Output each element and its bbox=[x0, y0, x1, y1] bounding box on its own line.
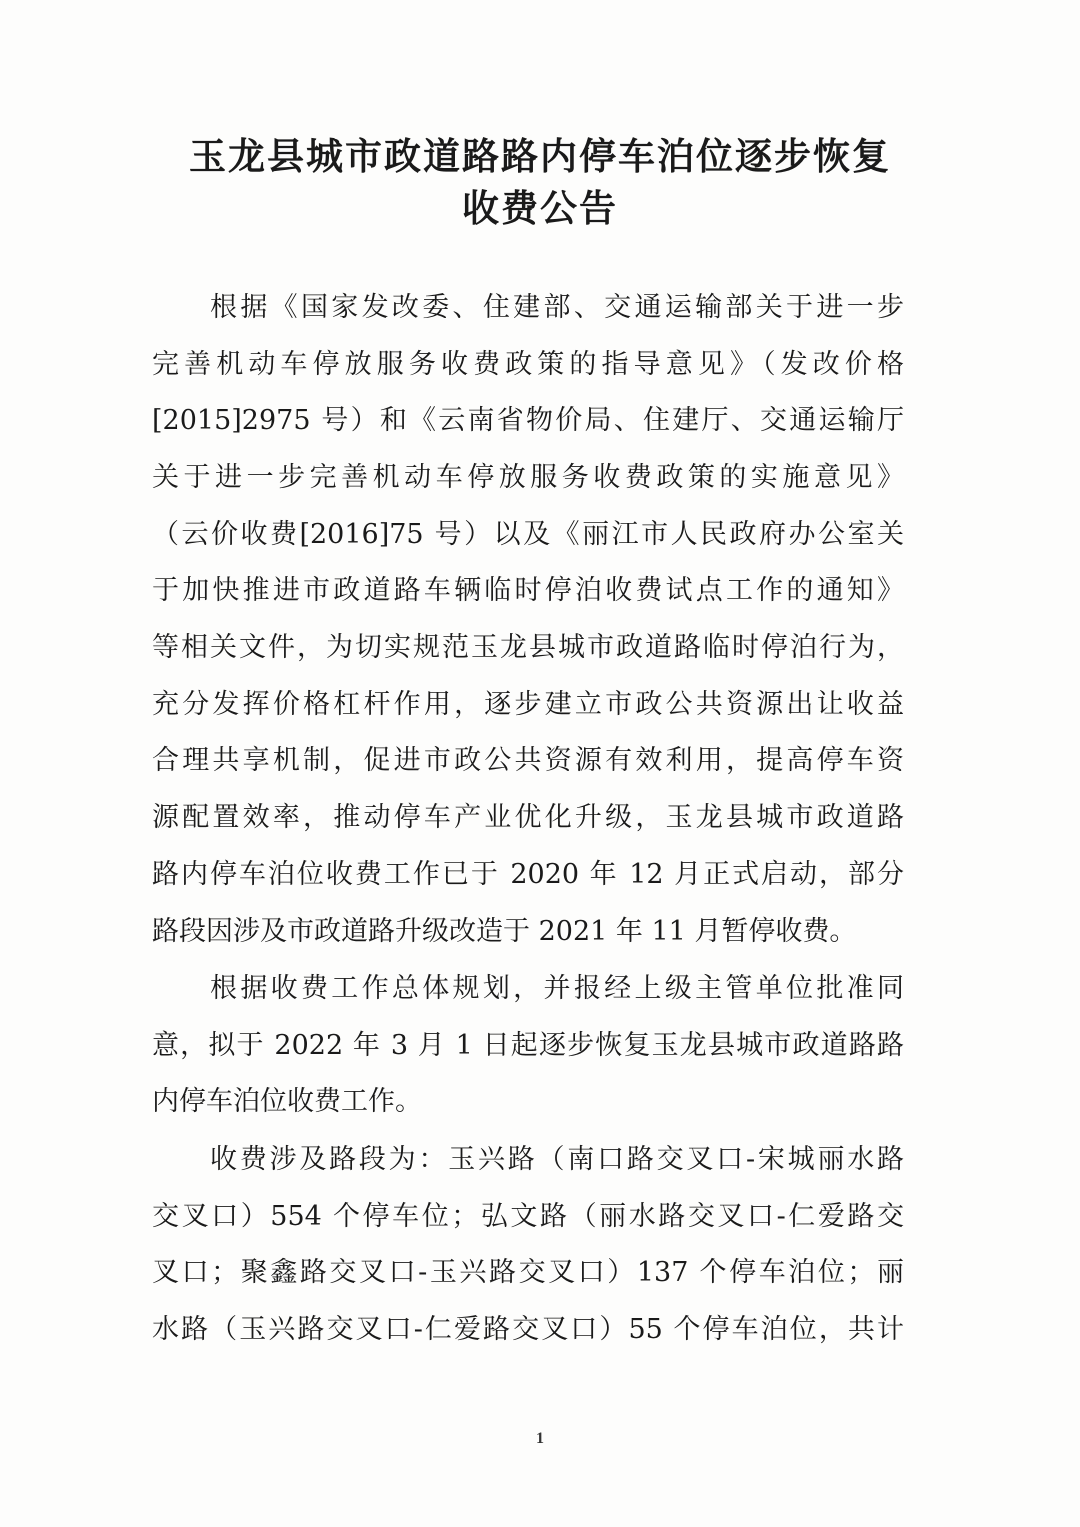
text-line: （云价收费[2016]75 号）以及《丽江市人民政府办公室关 bbox=[152, 519, 904, 550]
text-line: 充分发挥价格杠杆作用，逐步建立市政公共资源出让收益 bbox=[152, 689, 904, 720]
text-line: [2015]2975 号）和《云南省物价局、住建厅、交通运输厅 bbox=[152, 405, 904, 436]
text-line: 水路（玉兴路交叉口-仁爱路交叉口）55 个停车泊位，共计 bbox=[152, 1314, 904, 1345]
document-title-line-1: 玉龙县城市政道路路内停车泊位逐步恢复 bbox=[189, 134, 891, 178]
text-line: 根据收费工作总体规划，并报经上级主管单位批准同 bbox=[210, 973, 904, 1004]
text-line: 意，拟于 2022 年 3 月 1 日起逐步恢复玉龙县城市政道路路 bbox=[152, 1030, 904, 1061]
text-line: 于加快推进市政道路车辆临时停泊收费试点工作的通知》 bbox=[152, 575, 904, 606]
text-line: 路段因涉及市政道路升级改造于 2021 年 11 月暂停收费。 bbox=[152, 916, 857, 947]
text-line: 交叉口）554 个停车位；弘文路（丽水路交叉口-仁爱路交 bbox=[152, 1201, 904, 1232]
text-line: 完善机动车停放服务收费政策的指导意见》（发改价格 bbox=[152, 349, 904, 380]
text-line: 根据《国家发改委、住建部、交通运输部关于进一步 bbox=[210, 292, 904, 323]
page-number: 1 bbox=[536, 1430, 544, 1447]
text-line: 等相关文件，为切实规范玉龙县城市政道路临时停泊行为， bbox=[152, 632, 904, 663]
text-line: 关于进一步完善机动车停放服务收费政策的实施意见》 bbox=[152, 462, 904, 493]
text-line: 收费涉及路段为：玉兴路（南口路交叉口-宋城丽水路 bbox=[210, 1144, 904, 1175]
text-line: 合理共享机制，促进市政公共资源有效利用，提高停车资 bbox=[152, 745, 904, 776]
text-line: 路内停车泊位收费工作已于 2020 年 12 月正式启动，部分 bbox=[152, 859, 904, 890]
text-line: 内停车泊位收费工作。 bbox=[152, 1086, 422, 1117]
document-title-line-2: 收费公告 bbox=[462, 186, 618, 230]
text-line: 源配置效率，推动停车产业优化升级，玉龙县城市政道路 bbox=[152, 802, 904, 833]
text-line: 叉口；聚鑫路交叉口-玉兴路交叉口）137 个停车泊位；丽 bbox=[152, 1257, 904, 1288]
